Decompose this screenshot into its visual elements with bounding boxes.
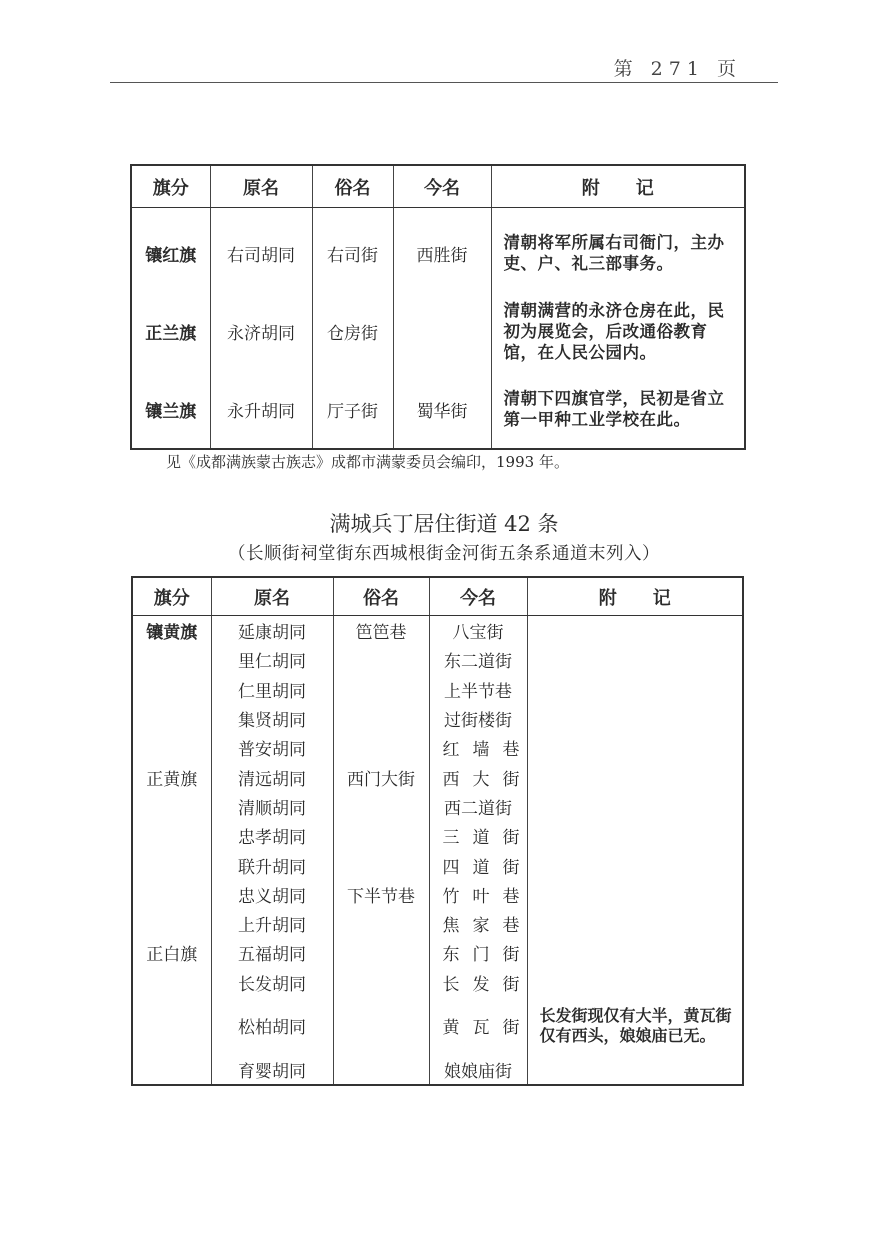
original-name-cell: 集贤胡同 <box>211 704 333 733</box>
banner-cell: 正白旗 <box>132 938 211 967</box>
current-name-cell: 长发街 <box>429 968 527 997</box>
current-name-cell <box>393 292 491 370</box>
column-header-current-name: 今名 <box>429 577 527 616</box>
note-cell <box>527 850 743 879</box>
common-name-cell <box>333 645 429 674</box>
note-cell <box>527 968 743 997</box>
common-name-cell <box>333 821 429 850</box>
current-name-cell: 西大街 <box>429 762 527 791</box>
original-name-cell: 延康胡同 <box>211 616 333 646</box>
current-name-cell: 过街楼街 <box>429 704 527 733</box>
banner-cell: 镶红旗 <box>131 208 210 293</box>
common-name-cell: 下半节巷 <box>333 880 429 909</box>
table-row <box>132 997 743 1055</box>
column-header-common-name: 俗名 <box>312 165 393 208</box>
page-number: 第 271 页 <box>613 58 742 80</box>
current-name-cell: 东门街 <box>429 938 527 967</box>
note-cell: 长发街现仅有大半，黄瓦街仅有西头，娘娘庙已无。 <box>539 1005 732 1045</box>
section-title: 满城兵丁居住街道 42 条 <box>329 512 559 536</box>
common-name-cell <box>333 997 429 1055</box>
common-name-cell: 厅子街 <box>312 370 393 449</box>
table-row <box>132 1055 743 1085</box>
page-header <box>110 40 778 83</box>
original-name-cell: 松柏胡同 <box>211 997 333 1055</box>
common-name-cell <box>333 850 429 879</box>
note-cell <box>527 1055 743 1085</box>
common-name-cell: 笆笆巷 <box>333 616 429 646</box>
note-cell <box>527 704 743 733</box>
banner-cell <box>132 880 211 909</box>
note-cell <box>527 938 743 967</box>
table-header-row <box>131 165 745 208</box>
current-name-cell: 焦家巷 <box>429 909 527 938</box>
banner-cell <box>132 645 211 674</box>
column-header-current-name: 今名 <box>393 165 491 208</box>
column-header-common-name: 俗名 <box>333 577 429 616</box>
banner-cell <box>132 997 211 1055</box>
common-name-cell <box>333 909 429 938</box>
note-cell <box>527 762 743 791</box>
column-header-notes: 附 记 <box>527 577 743 616</box>
banner-streets-table-2 <box>131 576 744 1086</box>
common-name-cell: 右司街 <box>312 208 393 293</box>
common-name-cell <box>333 675 429 704</box>
original-name-cell: 里仁胡同 <box>211 645 333 674</box>
table-row <box>132 792 743 821</box>
source-citation: 见《成都满族蒙古族志》成都市满蒙委员会编印，1993 年。 <box>166 453 569 471</box>
common-name-cell: 仓房街 <box>312 292 393 370</box>
table-row <box>131 370 745 449</box>
table-row <box>132 675 743 704</box>
banner-cell: 正黄旗 <box>132 762 211 791</box>
column-header-banner: 旗分 <box>131 165 210 208</box>
common-name-cell <box>333 704 429 733</box>
column-header-original-name: 原名 <box>210 165 312 208</box>
note-cell <box>527 821 743 850</box>
current-name-cell: 四道街 <box>429 850 527 879</box>
banner-cell <box>132 675 211 704</box>
original-name-cell: 上升胡同 <box>211 909 333 938</box>
common-name-cell <box>333 968 429 997</box>
original-name-cell: 普安胡同 <box>211 733 333 762</box>
table-row <box>132 616 743 646</box>
table-row <box>132 704 743 733</box>
current-name-cell: 红墙巷 <box>429 733 527 762</box>
banner-cell <box>132 850 211 879</box>
original-name-cell: 清顺胡同 <box>211 792 333 821</box>
table-row <box>132 968 743 997</box>
common-name-cell <box>333 792 429 821</box>
banner-cell <box>132 792 211 821</box>
original-name-cell: 长发胡同 <box>211 968 333 997</box>
original-name-cell: 育婴胡同 <box>211 1055 333 1085</box>
note-cell <box>527 616 743 646</box>
column-header-original-name: 原名 <box>211 577 333 616</box>
original-name-cell: 清远胡同 <box>211 762 333 791</box>
current-name-cell: 上半节巷 <box>429 675 527 704</box>
original-name-cell: 忠义胡同 <box>211 880 333 909</box>
column-header-banner: 旗分 <box>132 577 211 616</box>
common-name-cell <box>333 938 429 967</box>
banner-cell <box>132 733 211 762</box>
current-name-cell: 西二道街 <box>429 792 527 821</box>
current-name-cell: 娘娘庙街 <box>429 1055 527 1085</box>
current-name-cell: 西胜街 <box>393 208 491 293</box>
banner-cell <box>132 821 211 850</box>
table-row <box>132 938 743 967</box>
note-cell <box>527 880 743 909</box>
banner-cell: 镶兰旗 <box>131 370 210 449</box>
banner-cell <box>132 1055 211 1085</box>
column-header-notes: 附 记 <box>491 165 745 208</box>
table-row <box>132 850 743 879</box>
banner-cell <box>132 968 211 997</box>
table-row <box>132 645 743 674</box>
banner-cell: 镶黄旗 <box>132 616 211 646</box>
common-name-cell <box>333 733 429 762</box>
current-name-cell: 竹叶巷 <box>429 880 527 909</box>
current-name-cell: 东二道街 <box>429 645 527 674</box>
original-name-cell: 忠孝胡同 <box>211 821 333 850</box>
note-cell <box>527 733 743 762</box>
original-name-cell: 右司胡同 <box>210 208 312 293</box>
note-cell <box>527 645 743 674</box>
original-name-cell: 永升胡同 <box>210 370 312 449</box>
note-cell <box>527 909 743 938</box>
note-cell <box>527 792 743 821</box>
note-cell: 清朝将军所属右司衙门，主办吏、户、礼三部事务。 <box>503 233 725 273</box>
original-name-cell: 永济胡同 <box>210 292 312 370</box>
common-name-cell <box>333 1055 429 1085</box>
note-cell: 清朝满营的永济仓房在此，民初为展览会，后改通俗教育馆，在人民公园内。 <box>503 300 725 362</box>
table-row <box>131 208 745 293</box>
note-cell: 清朝下四旗官学，民初是省立第一甲种工业学校在此。 <box>503 389 725 429</box>
banner-cell <box>132 909 211 938</box>
banner-streets-table-1 <box>130 164 746 450</box>
current-name-cell: 八宝街 <box>429 616 527 646</box>
table-row <box>132 821 743 850</box>
table-row <box>131 292 745 370</box>
table-row <box>132 762 743 791</box>
table-row <box>132 733 743 762</box>
banner-cell: 正兰旗 <box>131 292 210 370</box>
table-header-row <box>132 577 743 616</box>
current-name-cell: 三道街 <box>429 821 527 850</box>
table-row <box>132 880 743 909</box>
common-name-cell: 西门大街 <box>333 762 429 791</box>
original-name-cell: 五福胡同 <box>211 938 333 967</box>
original-name-cell: 联升胡同 <box>211 850 333 879</box>
note-cell <box>527 675 743 704</box>
banner-cell <box>132 704 211 733</box>
section-subtitle: （长顺街祠堂街东西城根街金河街五条系通道末列入） <box>228 544 660 564</box>
current-name-cell: 黄瓦街 <box>429 997 527 1055</box>
original-name-cell: 仁里胡同 <box>211 675 333 704</box>
current-name-cell: 蜀华街 <box>393 370 491 449</box>
table-row <box>132 909 743 938</box>
